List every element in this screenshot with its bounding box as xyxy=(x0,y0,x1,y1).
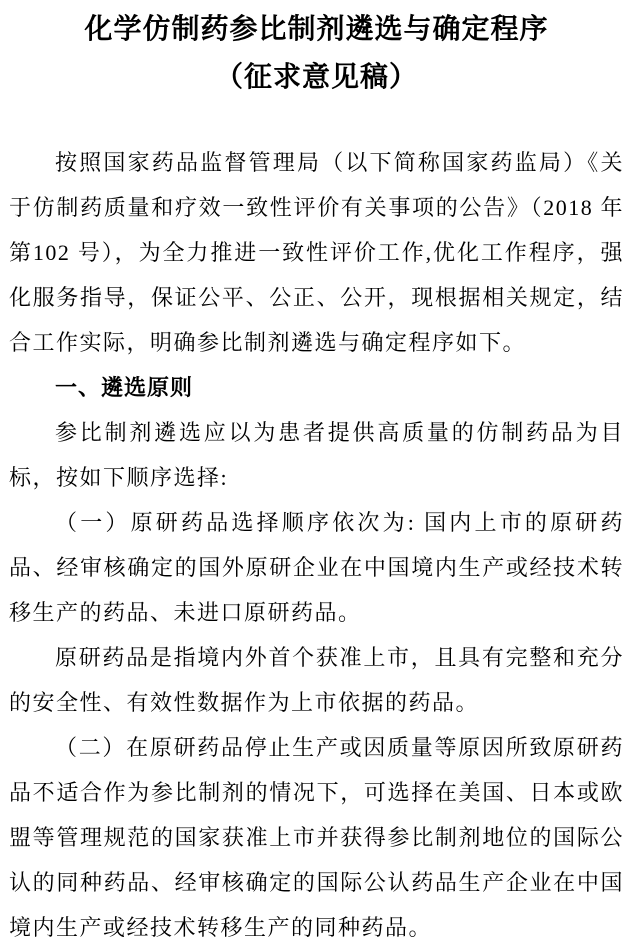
document-subtitle: （征求意见稿） xyxy=(214,62,418,93)
paragraph: 原研药品是指境内外首个获准上市，且具有完整和充分的安全性、有效性数据作为上市依据的药品。 xyxy=(9,645,624,715)
document-title: 化学仿制药参比制剂遴选与确定程序 xyxy=(84,14,549,45)
section-heading: 一、遴选原则 xyxy=(55,375,194,400)
document-body xyxy=(9,140,624,950)
paragraph: 参比制剂遴选应以为患者提供高质量的仿制药品为目标，按如下顺序选择: xyxy=(9,420,624,490)
paragraph: （一）原研药品选择顺序依次为: 国内上市的原研药品、经审核确定的国外原研企业在中国境内生产或经技术转移生产的药品、未进口原研药品。 xyxy=(9,510,624,625)
paragraph: 按照国家药品监督管理局（以下简称国家药监局）《关于仿制药质量和疗效一致性评价有关事项的公告》（2018 年第102 号），为全力推进一致性评价工作,优化工作程序，强化服务指导，保证公平、公正、公开，现根据相关规定，结合工作实际，明确参比制剂遴选与确定程序如下。 xyxy=(9,150,624,355)
paragraph: （二）在原研药品停止生产或因质量等原因所致原研药品不适合作为参比制剂的情况下，可选择在美国、日本或欧盟等管理规范的国家获准上市并获得参比制剂地位的国际公认的同种药品、经审核确定的国际公认药品生产企业在中国境内生产或经技术转移生产的同种药品。 xyxy=(9,735,624,940)
